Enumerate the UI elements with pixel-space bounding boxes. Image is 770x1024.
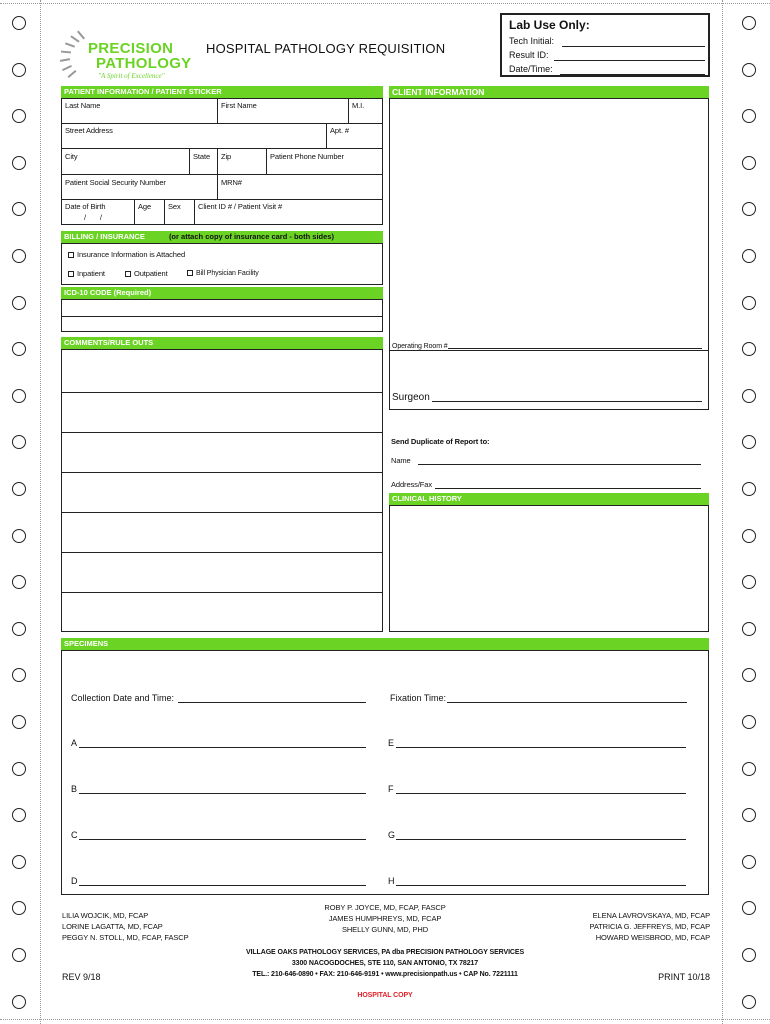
doctor-name: PEGGY N. STOLL, MD, FCAP, FASCP bbox=[62, 933, 189, 942]
tractor-hole bbox=[742, 855, 756, 869]
age-cell[interactable] bbox=[135, 200, 165, 224]
footer-left-docs bbox=[62, 910, 189, 943]
comments-line bbox=[62, 432, 382, 433]
first-name-cell[interactable] bbox=[218, 99, 349, 124]
client-id-label: Client ID # / Patient Visit # bbox=[198, 202, 283, 211]
phone-label: Patient Phone Number bbox=[270, 152, 344, 161]
tractor-hole bbox=[12, 715, 26, 729]
mi-cell[interactable] bbox=[349, 99, 382, 124]
tractor-hole bbox=[742, 668, 756, 682]
specimen-line[interactable] bbox=[396, 747, 686, 748]
specimens-header: SPECIMENS bbox=[61, 638, 709, 650]
state-cell[interactable] bbox=[190, 149, 218, 175]
insurance-attached-option[interactable] bbox=[68, 250, 185, 259]
specimen-line[interactable] bbox=[79, 793, 366, 794]
tractor-hole bbox=[12, 948, 26, 962]
age-label: Age bbox=[138, 202, 152, 211]
tractor-hole bbox=[742, 109, 756, 123]
specimen-letter: G bbox=[388, 830, 396, 840]
tractor-hole bbox=[742, 63, 756, 77]
inpatient-label: Inpatient bbox=[77, 269, 105, 278]
mi-label: M.I. bbox=[352, 101, 365, 110]
comments-line bbox=[62, 472, 382, 473]
street-cell[interactable] bbox=[62, 124, 327, 149]
apt-label: Apt. # bbox=[330, 126, 349, 135]
tractor-hole bbox=[742, 762, 756, 776]
phone-cell[interactable] bbox=[267, 149, 382, 175]
client-id-cell[interactable] bbox=[195, 200, 382, 224]
outpatient-checkbox[interactable] bbox=[125, 271, 131, 277]
specimen-letter: A bbox=[71, 738, 78, 748]
zip-label: Zip bbox=[221, 152, 232, 161]
insurance-attached-label: Insurance Information is Attached bbox=[77, 250, 186, 259]
dup-name-label: Name bbox=[391, 456, 411, 465]
tractor-hole bbox=[742, 16, 756, 30]
tractor-hole bbox=[12, 995, 26, 1009]
billing-note: (or attach copy of insurance card - both sides) bbox=[168, 232, 334, 241]
tractor-hole bbox=[742, 808, 756, 822]
tractor-hole bbox=[12, 529, 26, 543]
comments-line bbox=[62, 512, 382, 513]
specimen-line[interactable] bbox=[396, 885, 686, 886]
dup-name-line[interactable] bbox=[418, 464, 701, 465]
icd-section[interactable] bbox=[61, 299, 383, 332]
billing-header bbox=[61, 231, 383, 243]
result-id-line[interactable] bbox=[554, 60, 705, 61]
specimen-line[interactable] bbox=[396, 839, 686, 840]
logo-tagline: "A Spirit of Excellence" bbox=[98, 72, 165, 80]
doctor-name: LILIA WOJCIK, MD, FCAP bbox=[62, 911, 149, 920]
tractor-hole bbox=[12, 202, 26, 216]
doctor-name: PATRICIA G. JEFFREYS, MD, FCAP bbox=[589, 922, 710, 931]
operating-room-line[interactable] bbox=[448, 348, 702, 349]
footer-right-docs bbox=[540, 910, 710, 943]
last-name-label: Last Name bbox=[65, 101, 101, 110]
tractor-hole bbox=[12, 249, 26, 263]
fixation-label: Fixation Time: bbox=[390, 693, 447, 703]
lab-use-title: Lab Use Only: bbox=[509, 18, 590, 32]
billing-title: BILLING / INSURANCE bbox=[64, 232, 145, 241]
tractor-hole bbox=[742, 296, 756, 310]
operating-room-label: Operating Room # bbox=[392, 343, 448, 350]
tractor-hole bbox=[12, 389, 26, 403]
bill-physician-label: Bill Physician Facility bbox=[196, 270, 259, 277]
comments-line bbox=[62, 552, 382, 553]
tractor-hole bbox=[742, 715, 756, 729]
tractor-hole bbox=[742, 342, 756, 356]
logo-line2: PATHOLOGY bbox=[96, 55, 192, 72]
city-label: City bbox=[65, 152, 78, 161]
outpatient-option[interactable] bbox=[125, 269, 168, 278]
clinical-history-area[interactable] bbox=[389, 505, 709, 632]
fixation-line[interactable] bbox=[447, 702, 687, 703]
dup-address-line[interactable] bbox=[435, 488, 701, 489]
specimen-line[interactable] bbox=[79, 885, 366, 886]
tractor-hole bbox=[12, 668, 26, 682]
client-info-header: CLIENT INFORMATION bbox=[389, 86, 709, 98]
mrn-cell[interactable] bbox=[218, 175, 382, 200]
tractor-hole bbox=[742, 529, 756, 543]
tractor-hole bbox=[12, 435, 26, 449]
specimens-section bbox=[61, 650, 709, 895]
footer-center-docs bbox=[285, 902, 485, 935]
comments-section[interactable] bbox=[61, 349, 383, 632]
specimen-letter: E bbox=[388, 738, 395, 748]
specimen-line[interactable] bbox=[79, 747, 366, 748]
specimen-letter: F bbox=[388, 784, 394, 794]
client-info-section bbox=[389, 98, 709, 410]
send-duplicate-label: Send Duplicate of Report to: bbox=[391, 437, 490, 446]
hospital-copy-label: HOSPITAL COPY bbox=[357, 992, 413, 999]
tractor-hole bbox=[12, 342, 26, 356]
comments-line bbox=[62, 392, 382, 393]
date-time-line[interactable] bbox=[560, 74, 705, 75]
icd-divider bbox=[62, 316, 382, 317]
icd-header: ICD-10 CODE (Required) bbox=[61, 287, 383, 299]
inpatient-option[interactable] bbox=[68, 269, 105, 278]
doctor-name: SHELLY GUNN, MD, PHD bbox=[341, 925, 429, 934]
tractor-hole bbox=[12, 855, 26, 869]
tractor-hole bbox=[12, 808, 26, 822]
patient-info-header: PATIENT INFORMATION / PATIENT STICKER bbox=[61, 86, 383, 98]
specimen-letter: B bbox=[71, 784, 78, 794]
comments-line bbox=[62, 592, 382, 593]
city-cell[interactable] bbox=[62, 149, 190, 175]
tractor-hole bbox=[742, 575, 756, 589]
tractor-hole bbox=[742, 901, 756, 915]
print-label: PRINT 10/18 bbox=[658, 972, 710, 982]
logo-line1: PRECISION bbox=[88, 40, 174, 57]
outpatient-label: Outpatient bbox=[134, 269, 168, 278]
tractor-hole bbox=[12, 109, 26, 123]
dob-slashes: / / bbox=[84, 213, 102, 222]
tractor-hole bbox=[742, 156, 756, 170]
zip-cell[interactable] bbox=[218, 149, 267, 175]
insurance-attached-checkbox[interactable] bbox=[68, 252, 74, 258]
comments-header: COMMENTS/RULE OUTS bbox=[61, 337, 383, 349]
bill-physician-checkbox[interactable] bbox=[187, 270, 193, 276]
form-title: HOSPITAL PATHOLOGY REQUISITION bbox=[206, 41, 446, 56]
collection-label: Collection Date and Time: bbox=[71, 693, 175, 703]
surgeon-line[interactable] bbox=[432, 401, 702, 402]
doctor-name: LORINE LAGATTA, MD, FCAP bbox=[62, 922, 163, 931]
last-name-cell[interactable] bbox=[62, 99, 218, 124]
state-label: State bbox=[193, 152, 211, 161]
patient-info-section bbox=[61, 98, 383, 225]
surgeon-label: Surgeon bbox=[392, 392, 430, 403]
bill-physician-option[interactable] bbox=[187, 269, 259, 278]
tractor-hole bbox=[742, 482, 756, 496]
tractor-hole bbox=[742, 995, 756, 1009]
result-id-label: Result ID: bbox=[509, 50, 549, 60]
tractor-hole bbox=[12, 63, 26, 77]
tractor-hole bbox=[742, 622, 756, 636]
doctor-name: HOWARD WEISBROD, MD, FCAP bbox=[595, 933, 710, 942]
client-info-area[interactable] bbox=[390, 99, 708, 351]
tractor-hole bbox=[742, 389, 756, 403]
tractor-hole bbox=[742, 249, 756, 263]
inpatient-checkbox[interactable] bbox=[68, 271, 74, 277]
company-address: 3300 NACOGDOCHES, STE 110, SAN ANTONIO, TX 78217 bbox=[291, 960, 479, 967]
tractor-hole bbox=[742, 202, 756, 216]
ssn-cell[interactable] bbox=[62, 175, 218, 200]
specimen-letter: D bbox=[71, 876, 78, 886]
company-name: VILLAGE OAKS PATHOLOGY SERVICES, PA dba PRECISION PATHOLOGY SERVICES bbox=[245, 949, 525, 956]
dob-cell[interactable] bbox=[62, 200, 135, 224]
doctor-name: ROBY P. JOYCE, MD, FCAP, FASCP bbox=[324, 903, 446, 912]
doctor-name: JAMES HUMPHREYS, MD, FCAP bbox=[328, 914, 442, 923]
tractor-hole bbox=[742, 435, 756, 449]
specimen-letter: H bbox=[388, 876, 395, 886]
billing-section bbox=[61, 243, 383, 285]
sex-label: Sex bbox=[168, 202, 181, 211]
tech-initial-label: Tech Initial: bbox=[509, 36, 555, 46]
dup-address-label: Address/Fax bbox=[391, 480, 432, 489]
tractor-hole bbox=[12, 901, 26, 915]
collection-line[interactable] bbox=[178, 702, 366, 703]
tractor-hole bbox=[12, 296, 26, 310]
ssn-label: Patient Social Security Number bbox=[65, 178, 166, 187]
street-label: Street Address bbox=[65, 126, 113, 135]
tech-initial-line[interactable] bbox=[562, 46, 705, 47]
mrn-label: MRN# bbox=[221, 178, 242, 187]
clinical-history-header: CLINICAL HISTORY bbox=[389, 493, 709, 505]
logo bbox=[60, 26, 190, 84]
dob-label: Date of Birth bbox=[65, 202, 106, 211]
doctor-name: ELENA LAVROVSKAYA, MD, FCAP bbox=[592, 911, 710, 920]
tractor-hole bbox=[12, 482, 26, 496]
apt-cell[interactable] bbox=[327, 124, 382, 149]
revision-label: REV 9/18 bbox=[62, 972, 101, 982]
tractor-hole bbox=[12, 16, 26, 30]
tractor-hole bbox=[12, 622, 26, 636]
specimen-line[interactable] bbox=[79, 839, 366, 840]
tractor-hole bbox=[12, 575, 26, 589]
tractor-hole bbox=[742, 948, 756, 962]
lab-use-box bbox=[500, 13, 710, 77]
sex-cell[interactable] bbox=[165, 200, 195, 224]
specimen-letter: C bbox=[71, 830, 78, 840]
tractor-hole bbox=[12, 156, 26, 170]
date-time-label: Date/Time: bbox=[509, 64, 553, 74]
company-contact: TEL.: 210-646-0890 • FAX: 210-646-9191 • www.precisionpath.us • CAP No. 7221111 bbox=[252, 971, 518, 978]
specimen-line[interactable] bbox=[396, 793, 686, 794]
tractor-hole bbox=[12, 762, 26, 776]
first-name-label: First Name bbox=[221, 101, 257, 110]
